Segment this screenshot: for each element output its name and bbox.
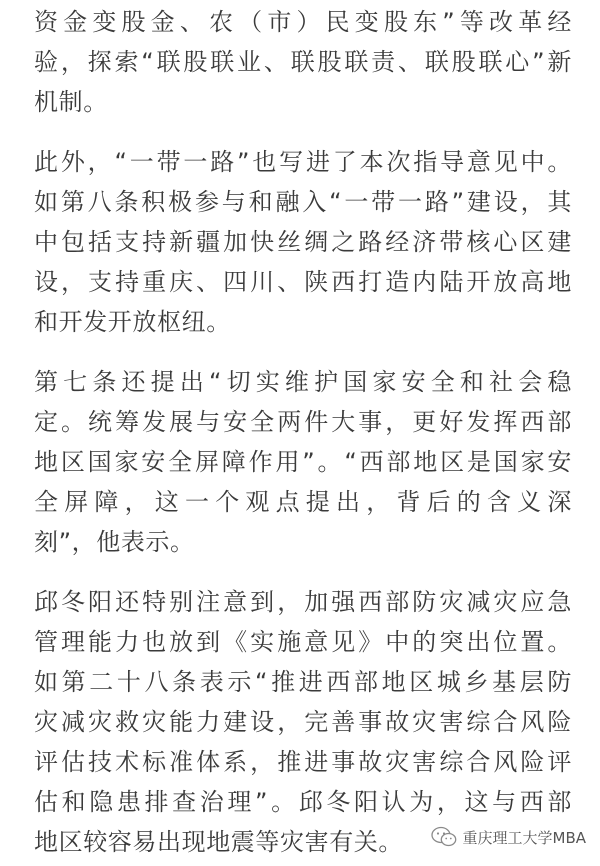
paragraph-security [34, 362, 572, 562]
text-line: 如第二十八条表示“推进西部地区城乡基层防 [34, 668, 572, 696]
text-line: 刻”，他表示。 [34, 528, 195, 556]
text-line: 和开发开放枢纽。 [34, 308, 231, 336]
paragraph-belt-road [34, 142, 572, 342]
text-line: 验，探索“联股联业、联股联责、联股联心”新 [34, 48, 572, 76]
watermark [431, 826, 587, 848]
text-line: 管理能力也放到《实施意见》中的突出位置。 [34, 628, 572, 656]
text-line: 邱冬阳还特别注意到，加强西部防灾减灾应急 [34, 588, 572, 616]
text-line: 地区较容易出现地震等灾害有关。 [34, 828, 403, 856]
paragraph-disaster [34, 582, 572, 862]
wechat-icon [431, 826, 457, 848]
text-line: 定。统筹发展与安全两件大事，更好发挥西部 [34, 408, 572, 436]
text-line: 全屏障，这一个观点提出，背后的含义深 [34, 488, 572, 516]
watermark-text: 重庆理工大学MBA [462, 828, 586, 847]
paragraph-reform [34, 2, 572, 122]
text-line: 灾减灾救灾能力建设，完善事故灾害综合风险 [34, 708, 572, 736]
text-line: 此外，“一带一路”也写进了本次指导意见中。 [34, 148, 572, 176]
text-line: 资金变股金、农（市）民变股东”等改革经 [34, 8, 572, 36]
text-line: 如第八条积极参与和融入“一带一路”建设，其 [34, 188, 572, 216]
text-line: 估和隐患排查治理”。邱冬阳认为，这与西部 [34, 788, 572, 816]
text-line: 机制。 [34, 88, 108, 116]
text-line: 中包括支持新疆加快丝绸之路经济带核心区建 [34, 228, 572, 256]
text-line: 评估技术标准体系，推进事故灾害综合风险评 [34, 748, 572, 776]
text-line: 设，支持重庆、四川、陕西打造内陆开放高地 [34, 268, 572, 296]
text-line: 地区国家安全屏障作用”。“西部地区是国家安 [34, 448, 572, 476]
text-line: 第七条还提出“切实维护国家安全和社会稳 [34, 368, 572, 396]
